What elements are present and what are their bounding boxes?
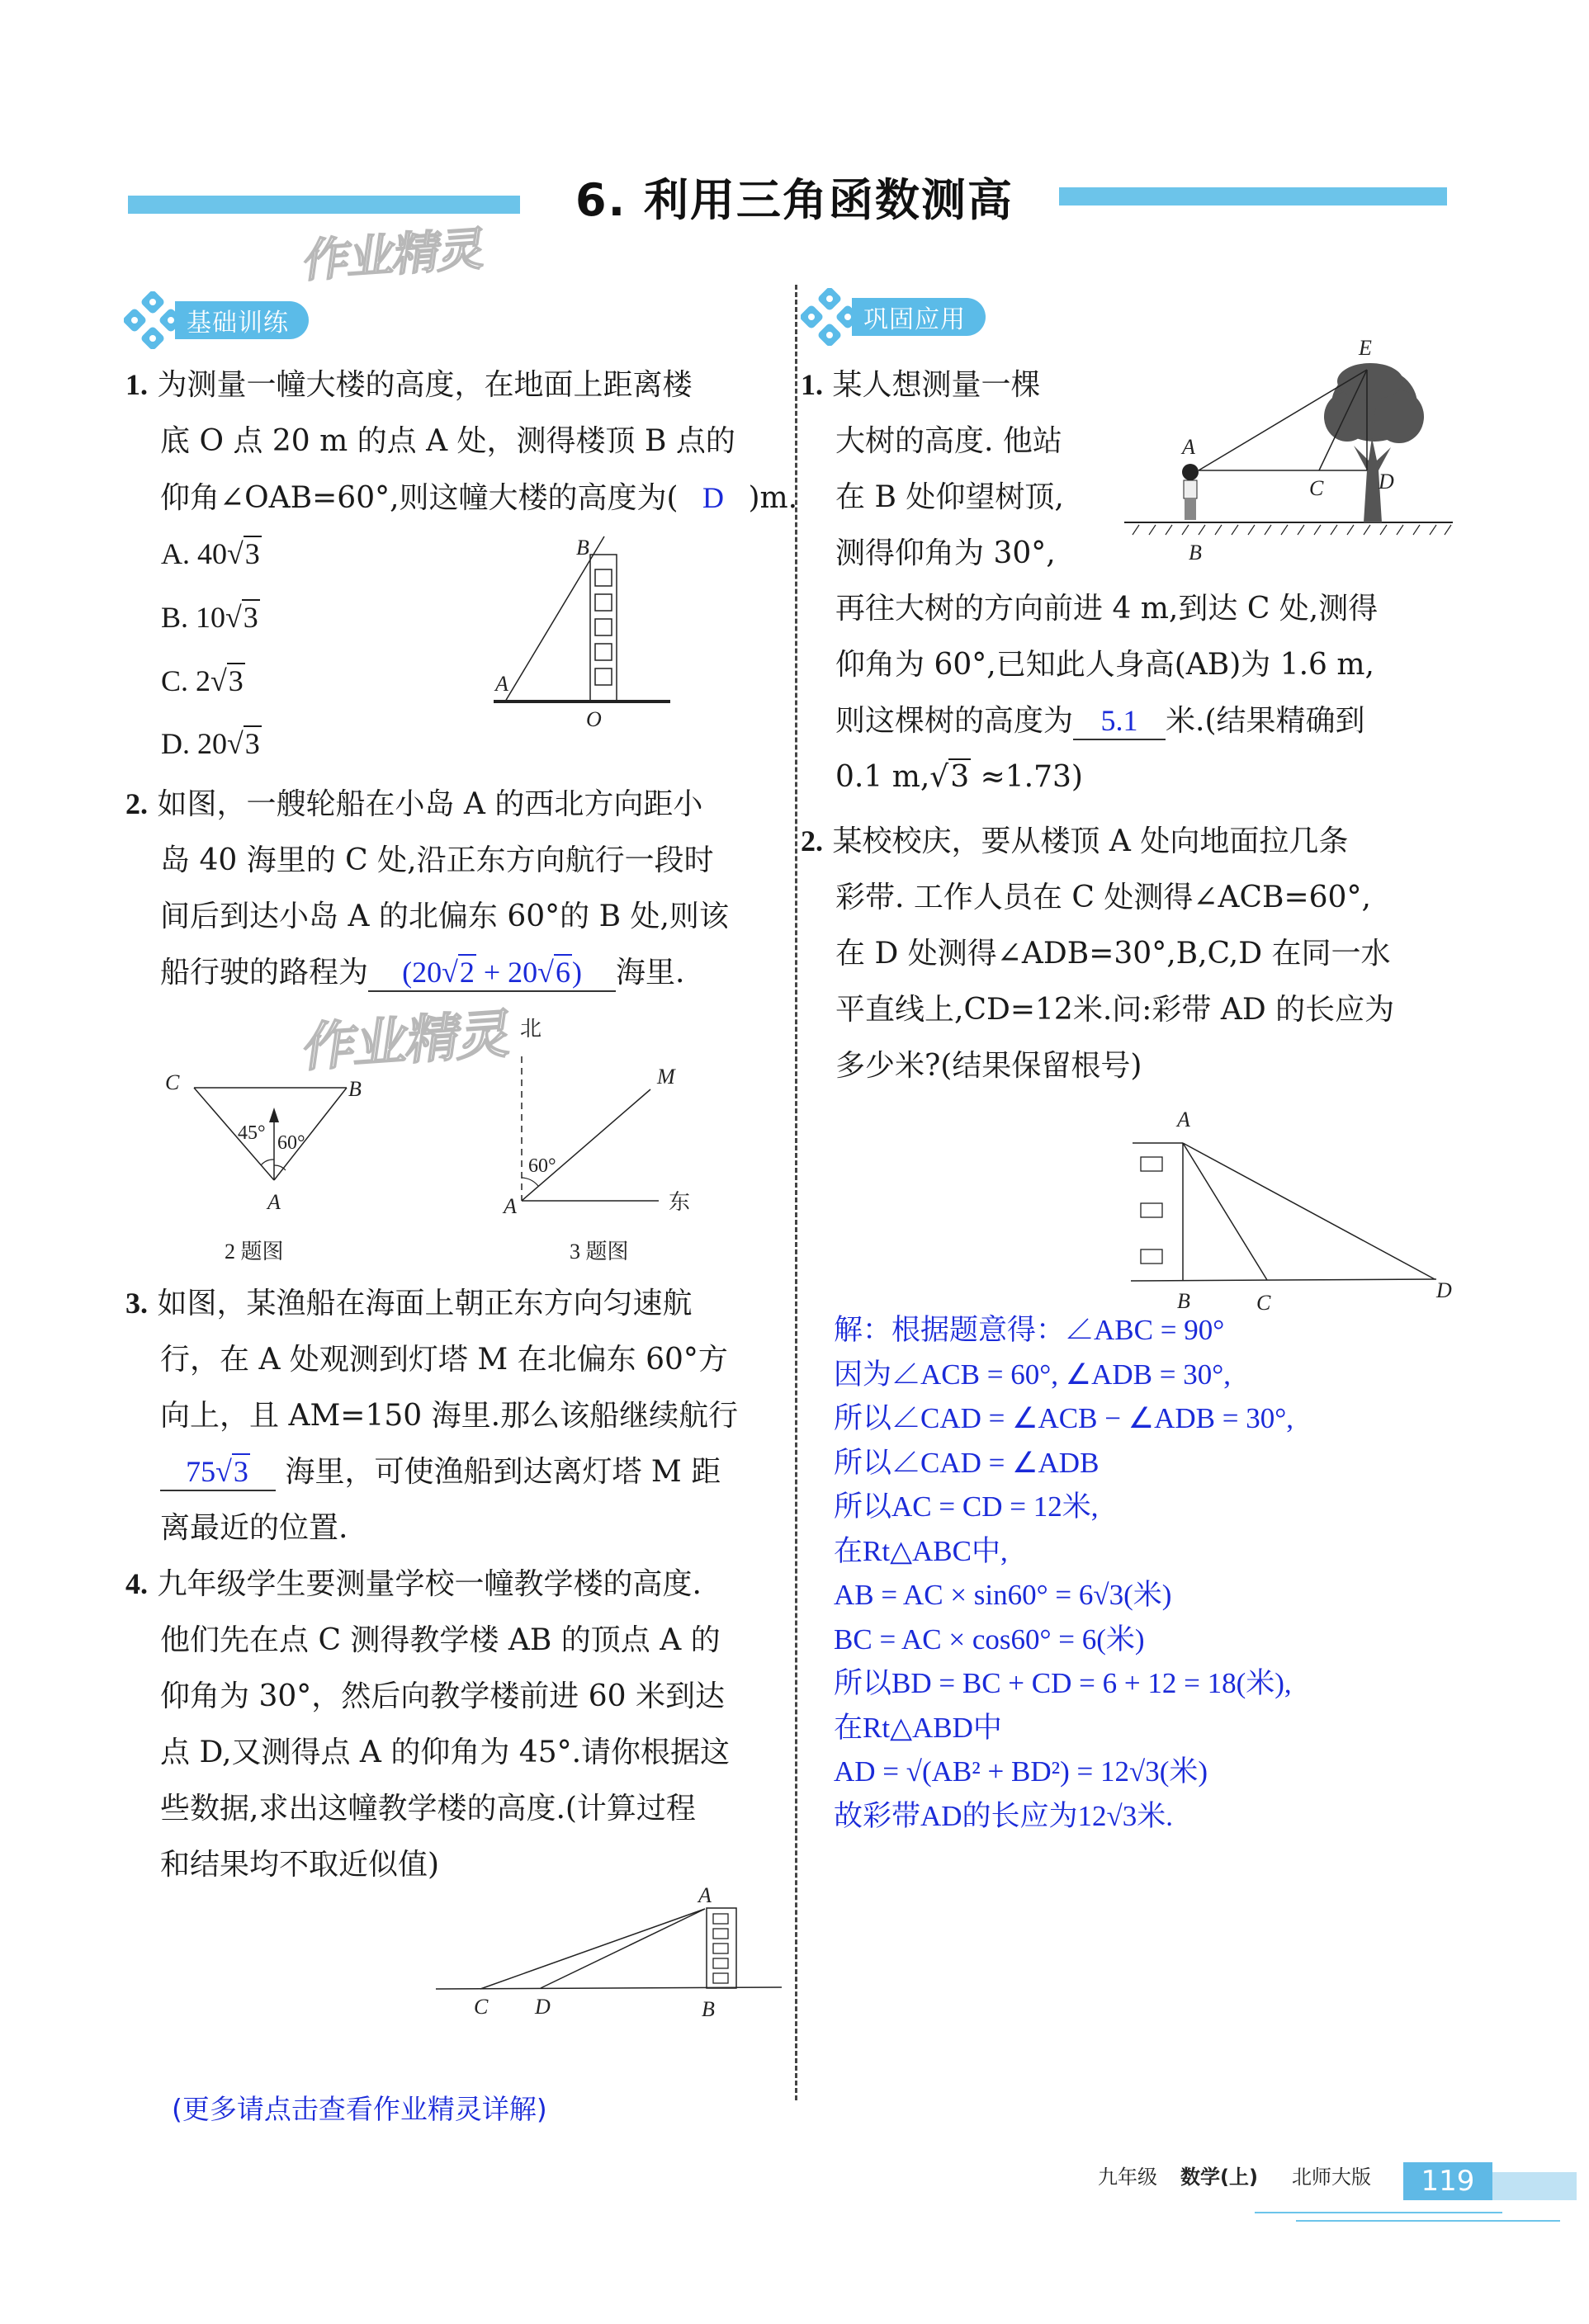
question-text: 他们先在点 C 测得教学楼 AB 的顶点 A 的 bbox=[160, 1623, 721, 1657]
question-text: 行，在 A 处观测到灯塔 M 在北偏东 60°方 bbox=[160, 1343, 728, 1377]
solution-line: AD = √(AB² + BD²) = 12√3(米) bbox=[834, 1755, 1208, 1788]
label-a: A bbox=[267, 1190, 281, 1214]
question-text: 某校校庆，要从楼顶 A 处向地面拉几条 bbox=[832, 824, 1349, 858]
label-c: C bbox=[165, 1070, 180, 1094]
question-text: 岛 40 海里的 C 处,沿正东方向航行一段时 bbox=[160, 843, 714, 877]
question-text: 海里. bbox=[616, 956, 685, 990]
question-text: 为测量一幢大楼的高度，在地面上距离楼 bbox=[157, 368, 693, 402]
footer-rule bbox=[1296, 2220, 1560, 2222]
solution-line: 解：根据题意得：∠ABC = 90° bbox=[834, 1314, 1225, 1346]
question-text: 船行驶的路程为 bbox=[160, 956, 369, 990]
answer-blank: (20√2 + 20√6) bbox=[368, 954, 616, 992]
label-b: B bbox=[348, 1077, 362, 1101]
figure-q1-building bbox=[487, 532, 685, 739]
figure-caption: 3 题图 bbox=[570, 1240, 629, 1264]
label-east: 东 bbox=[669, 1190, 691, 1214]
question-text: 大树的高度. 他站 bbox=[835, 424, 1062, 458]
label-a: A bbox=[495, 672, 508, 696]
question-2-left bbox=[125, 776, 778, 1001]
page-number: 119 bbox=[1403, 2162, 1492, 2200]
question-text: 平直线上,CD=12米.问:彩带 AD 的长应为 bbox=[835, 993, 1395, 1027]
label-o: O bbox=[586, 707, 602, 731]
option-a: A. 40√3 bbox=[161, 537, 260, 570]
footer-grade: 九年级 bbox=[1098, 2166, 1157, 2189]
solution-line: 在Rt△ABD中 bbox=[834, 1711, 1002, 1744]
figure-streamer bbox=[1123, 1081, 1469, 1312]
question-text: 某人想测量一棵 bbox=[832, 368, 1041, 402]
option-c: C. 2√3 bbox=[161, 664, 244, 697]
label-d: D bbox=[535, 1995, 551, 2019]
label-a: A bbox=[1177, 1108, 1190, 1131]
question-text: 如图，一艘轮船在小岛 A 的西北方向距小 bbox=[157, 787, 703, 821]
question-text: 离最近的位置. bbox=[160, 1511, 348, 1545]
question-1-left bbox=[125, 357, 798, 527]
question-text: 仰角为 30°，然后向教学楼前进 60 米到达 bbox=[160, 1679, 725, 1713]
decorative-knot-icon bbox=[801, 288, 858, 346]
decorative-knot-icon bbox=[124, 291, 182, 349]
question-number: 2. bbox=[125, 787, 148, 820]
question-text: 仰角∠OAB=60°,则这幢大楼的高度为( bbox=[160, 481, 679, 515]
question-text: 间后到达小岛 A 的北偏东 60°的 B 处,则该 bbox=[160, 900, 729, 933]
section-badge-apply bbox=[801, 295, 986, 338]
figure-caption: 2 题图 bbox=[225, 1240, 284, 1264]
label-a: A bbox=[1182, 435, 1195, 459]
watermark: 作业精灵 bbox=[300, 222, 489, 289]
angle-45: 45° bbox=[238, 1122, 266, 1144]
footer-edition: 北师大版 bbox=[1292, 2166, 1371, 2189]
watermark: 作业精灵 bbox=[299, 1004, 515, 1079]
solution-line: BC = AC × cos60° = 6(米) bbox=[834, 1623, 1145, 1656]
question-4-left bbox=[125, 1556, 778, 1893]
question-text: 米.(结果精确到 bbox=[1166, 704, 1365, 738]
more-details-link[interactable]: (更多请点击查看作业精灵详解) bbox=[172, 2093, 547, 2125]
question-text: 多少米?(结果保留根号) bbox=[835, 1049, 1142, 1083]
answer-value: D bbox=[702, 481, 725, 514]
question-text: 底 O 点 20 m 的点 A 处，测得楼顶 B 点的 bbox=[160, 424, 735, 458]
question-text: 仰角为 60°,已知此人身高(AB)为 1.6 m, bbox=[835, 648, 1374, 682]
solution-line: AB = AC × sin60° = 6√3(米) bbox=[834, 1579, 1172, 1611]
question-1-right-cont: 再往大树的方向前进 4 m,到达 C 处,测得 仰角为 60°,已知此人身高(AB)为 1.6 m, 则这棵树的高度为 5.1 米.(结果精确到 0.1 m,√3 ≈1.73) bbox=[835, 581, 1479, 805]
question-text: 再往大树的方向前进 4 m,到达 C 处,测得 bbox=[835, 592, 1379, 626]
question-2-right bbox=[801, 813, 1461, 1094]
angle-60: 60° bbox=[528, 1155, 556, 1177]
solution-line: 因为∠ACB = 60°, ∠ADB = 30°, bbox=[834, 1358, 1231, 1391]
question-text: 些数据,求出这幢教学楼的高度.(计算过程 bbox=[160, 1792, 696, 1826]
question-number: 1. bbox=[125, 368, 148, 401]
ground-hatching bbox=[1133, 525, 1451, 535]
label-c: C bbox=[474, 1995, 489, 2019]
question-number: 1. bbox=[801, 368, 823, 401]
answer-blank: 75√3 bbox=[160, 1453, 276, 1491]
figure-tree bbox=[1106, 314, 1469, 578]
label-d: D bbox=[1436, 1278, 1452, 1302]
solution-line: 所以AC = CD = 12米, bbox=[834, 1490, 1099, 1523]
answer-blank: 5.1 bbox=[1073, 702, 1166, 740]
person-icon bbox=[1182, 464, 1199, 520]
footer-rule bbox=[1255, 2212, 1502, 2213]
solution-line: 所以BD = BC + CD = 6 + 12 = 18(米), bbox=[834, 1667, 1292, 1699]
label-b: B bbox=[702, 1997, 715, 2021]
question-number: 3. bbox=[125, 1287, 148, 1320]
question-text: 海里，可使渔船到达离灯塔 M 距 bbox=[285, 1455, 721, 1489]
question-text: 点 D,又测得点 A 的仰角为 45°.请你根据这 bbox=[160, 1736, 731, 1769]
page-title: 6. 利用三角函数测高 bbox=[575, 174, 1014, 226]
solution-line: 所以∠CAD = ∠ADB bbox=[834, 1446, 1100, 1479]
label-c: C bbox=[1256, 1291, 1271, 1312]
question-text: 如图，某渔船在海面上朝正东方向匀速航 bbox=[157, 1287, 693, 1320]
label-c: C bbox=[1309, 476, 1324, 500]
option-d: D. 20√3 bbox=[161, 727, 260, 760]
label-d: D bbox=[1379, 470, 1394, 494]
question-text: 向上，且 AM=150 海里.那么该船继续航行 bbox=[160, 1399, 739, 1433]
section-badge-label: 巩固应用 bbox=[852, 298, 986, 336]
label-north: 北 bbox=[520, 1017, 542, 1041]
question-text: 在 B 处仰望树顶, bbox=[835, 480, 1064, 514]
label-m: M bbox=[657, 1065, 675, 1089]
solution-line: 在Rt△ABC中, bbox=[834, 1534, 1008, 1567]
page-number-tab bbox=[1492, 2172, 1577, 2200]
question-text: 测得仰角为 30°, bbox=[835, 536, 1056, 570]
label-a: A bbox=[698, 1886, 712, 1907]
section-badge-basic bbox=[124, 299, 309, 342]
question-text: 和结果均不取近似值) bbox=[160, 1848, 440, 1882]
section-badge-label: 基础训练 bbox=[175, 301, 309, 339]
label-b: B bbox=[1189, 541, 1202, 564]
solution-block bbox=[834, 1308, 1293, 1838]
angle-60: 60° bbox=[277, 1132, 305, 1154]
question-text: 彩带. 工作人员在 C 处测得∠ACB=60°, bbox=[835, 881, 1371, 914]
question-text: 则这棵树的高度为 bbox=[835, 704, 1074, 738]
label-e: E bbox=[1359, 336, 1372, 360]
question-text: 九年级学生要测量学校一幢教学楼的高度. bbox=[157, 1567, 702, 1601]
label-a: A bbox=[504, 1194, 517, 1218]
footer-subject: 数学(上) bbox=[1180, 2166, 1258, 2189]
solution-line: 所以∠CAD = ∠ACB − ∠ADB = 30°, bbox=[834, 1402, 1293, 1434]
label-b: B bbox=[576, 536, 589, 560]
question-text: 在 D 处测得∠ADB=30°,B,C,D 在同一水 bbox=[835, 937, 1391, 971]
question-3-left bbox=[125, 1275, 778, 1556]
option-b: B. 10√3 bbox=[161, 601, 258, 634]
column-divider bbox=[795, 285, 797, 2100]
label-b: B bbox=[1177, 1289, 1190, 1312]
figure-q4-building bbox=[413, 1886, 792, 2063]
figure-q3-bearing bbox=[396, 1011, 776, 1271]
solution-line: 故彩带AD的长应为12√3米. bbox=[834, 1799, 1174, 1832]
question-number: 4. bbox=[125, 1567, 148, 1600]
question-number: 2. bbox=[801, 824, 823, 857]
question-text: )m. bbox=[748, 481, 798, 515]
